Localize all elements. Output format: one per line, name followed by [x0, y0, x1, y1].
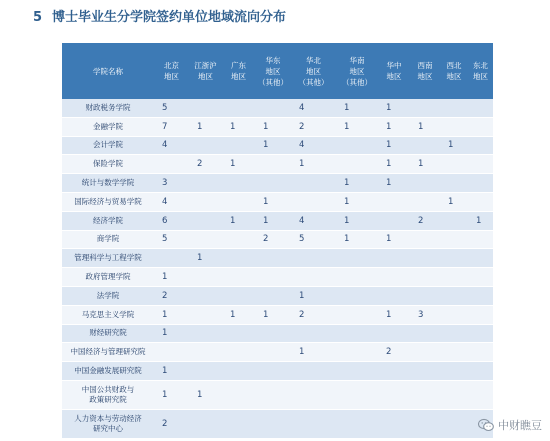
college-name-cell [62, 324, 154, 343]
header-line: 华东 [265, 55, 281, 65]
count-cell [410, 286, 440, 305]
header-line: 江浙沪 [194, 61, 217, 70]
count-cell [410, 380, 440, 409]
college-name-cell [62, 174, 154, 193]
count-cell: 1 [255, 192, 291, 211]
count-cell [440, 380, 468, 409]
column-header-region [255, 43, 291, 99]
count-cell [222, 380, 255, 409]
header-row [62, 43, 493, 99]
count-cell: 1 [336, 211, 378, 230]
table-row [62, 230, 493, 249]
count-cell [378, 286, 410, 305]
count-cell [378, 409, 410, 438]
college-name-cell [62, 286, 154, 305]
count-cell [410, 324, 440, 343]
count-cell [189, 230, 222, 249]
count-cell [189, 409, 222, 438]
count-cell [468, 174, 493, 193]
count-cell [255, 155, 291, 174]
count-cell: 1 [255, 211, 291, 230]
count-cell: 1 [336, 99, 378, 117]
count-cell [468, 249, 493, 268]
header-line: （其他） [342, 77, 372, 87]
count-cell [410, 174, 440, 193]
college-name-cell [62, 99, 154, 117]
count-cell [378, 192, 410, 211]
header-line: 北京 [164, 61, 179, 70]
count-cell: 1 [336, 117, 378, 136]
count-cell: 1 [378, 174, 410, 193]
count-cell [222, 99, 255, 117]
count-cell [440, 249, 468, 268]
wechat-icon [478, 418, 494, 432]
watermark-text: 中财瞧豆 [498, 419, 542, 432]
count-cell: 1 [440, 136, 468, 155]
count-cell [255, 343, 291, 362]
count-cell: 2 [291, 117, 336, 136]
count-cell: 1 [378, 99, 410, 117]
count-cell [222, 192, 255, 211]
header-line: （其他） [258, 77, 288, 87]
table-row [62, 155, 493, 174]
count-cell: 1 [255, 117, 291, 136]
count-cell [440, 409, 468, 438]
count-cell: 2 [154, 409, 189, 438]
count-cell [291, 268, 336, 287]
count-cell: 1 [291, 155, 336, 174]
college-name-line: 法学院 [96, 290, 120, 300]
header-line: 广东 [231, 61, 246, 70]
count-cell: 2 [154, 286, 189, 305]
count-cell: 3 [154, 174, 189, 193]
count-cell [255, 324, 291, 343]
table-header [62, 43, 493, 99]
count-cell [336, 324, 378, 343]
college-name-cell [62, 249, 154, 268]
count-cell: 1 [378, 136, 410, 155]
college-name-line: 财政税务学院 [85, 102, 131, 112]
table-row [62, 249, 493, 268]
college-name-line: 政府管理学院 [85, 272, 131, 282]
count-cell [154, 343, 189, 362]
count-cell [468, 155, 493, 174]
header-line: 西北 [446, 61, 462, 70]
count-cell [291, 409, 336, 438]
count-cell [410, 230, 440, 249]
count-cell [189, 192, 222, 211]
count-cell: 1 [154, 362, 189, 381]
count-cell [189, 324, 222, 343]
count-cell [255, 99, 291, 117]
count-cell [291, 174, 336, 193]
count-cell [440, 324, 468, 343]
count-cell [291, 362, 336, 381]
count-cell [468, 380, 493, 409]
count-cell: 2 [189, 155, 222, 174]
count-cell [378, 380, 410, 409]
count-cell [336, 155, 378, 174]
college-name-line: 保险学院 [93, 159, 123, 169]
count-cell: 4 [291, 136, 336, 155]
table-row [62, 117, 493, 136]
college-name-line: 金融学院 [93, 121, 123, 131]
count-cell [378, 211, 410, 230]
count-cell [336, 249, 378, 268]
count-cell [468, 268, 493, 287]
count-cell [410, 268, 440, 287]
column-header-college [62, 43, 154, 99]
count-cell [222, 409, 255, 438]
count-cell [336, 362, 378, 381]
table-row [62, 305, 493, 324]
college-name-cell [62, 230, 154, 249]
table-row [62, 211, 493, 230]
count-cell [255, 268, 291, 287]
count-cell [468, 286, 493, 305]
count-cell [468, 117, 493, 136]
count-cell: 4 [291, 99, 336, 117]
table-row [62, 380, 493, 409]
header-line: 地区 [473, 72, 488, 81]
header-line: 华北 [306, 55, 321, 65]
count-cell [291, 192, 336, 211]
count-cell: 1 [154, 305, 189, 324]
column-header-region [189, 43, 222, 99]
header-line: （其他） [298, 77, 329, 87]
count-cell [440, 343, 468, 362]
count-cell [189, 362, 222, 381]
college-name-cell [62, 305, 154, 324]
header-line: 华中 [386, 61, 402, 70]
count-cell: 1 [154, 268, 189, 287]
college-name-line: 研究中心 [93, 423, 123, 433]
header-line: 东北 [473, 61, 488, 70]
college-name-cell [62, 192, 154, 211]
count-cell [410, 409, 440, 438]
count-cell: 1 [255, 136, 291, 155]
count-cell: 7 [154, 117, 189, 136]
section-title-text: 博士毕业生分学院签约单位地域流向分布 [52, 10, 287, 25]
college-name-line: 国际经济与贸易学院 [74, 196, 142, 206]
count-cell: 1 [336, 192, 378, 211]
college-name-line: 管理科学与工程学院 [74, 253, 142, 263]
college-name-line: 人力资本与劳动经济 [74, 413, 142, 423]
count-cell [410, 362, 440, 381]
count-cell: 1 [440, 192, 468, 211]
count-cell [222, 174, 255, 193]
column-header-region [378, 43, 410, 99]
count-cell [291, 380, 336, 409]
count-cell [189, 211, 222, 230]
table-row [62, 362, 493, 381]
count-cell [189, 174, 222, 193]
count-cell [154, 155, 189, 174]
college-name-cell [62, 380, 154, 409]
count-cell: 1 [378, 155, 410, 174]
count-cell [222, 324, 255, 343]
count-cell [468, 305, 493, 324]
count-cell: 1 [378, 117, 410, 136]
count-cell: 1 [410, 117, 440, 136]
table-row [62, 343, 493, 362]
count-cell: 1 [378, 230, 410, 249]
count-cell [291, 324, 336, 343]
college-name-line: 经济学院 [93, 215, 123, 225]
section-number: 5 [33, 10, 43, 25]
header-line: 学院名称 [93, 66, 123, 76]
table-body [62, 99, 493, 438]
count-cell [255, 249, 291, 268]
count-cell [336, 409, 378, 438]
count-cell [336, 136, 378, 155]
count-cell [410, 249, 440, 268]
count-cell: 2 [378, 343, 410, 362]
college-name-cell [62, 268, 154, 287]
college-name-line: 中国金融发展研究院 [74, 366, 142, 376]
count-cell [440, 155, 468, 174]
count-cell: 3 [410, 305, 440, 324]
count-cell: 1 [410, 155, 440, 174]
count-cell [468, 192, 493, 211]
header-line: 地区 [306, 66, 321, 76]
college-name-cell [62, 409, 154, 438]
count-cell: 1 [189, 380, 222, 409]
count-cell: 4 [291, 211, 336, 230]
count-cell [222, 362, 255, 381]
table-row [62, 268, 493, 287]
column-header-region [291, 43, 336, 99]
count-cell [255, 409, 291, 438]
count-cell [378, 268, 410, 287]
count-cell [440, 305, 468, 324]
count-cell [189, 305, 222, 324]
count-cell: 1 [291, 286, 336, 305]
table-row [62, 99, 493, 117]
college-name-cell [62, 343, 154, 362]
college-name-line: 财经研究院 [89, 328, 127, 338]
college-name-cell [62, 155, 154, 174]
count-cell [468, 230, 493, 249]
count-cell [378, 249, 410, 268]
count-cell: 1 [154, 324, 189, 343]
table-row [62, 409, 493, 438]
count-cell [468, 324, 493, 343]
count-cell: 1 [222, 305, 255, 324]
count-cell [222, 136, 255, 155]
count-cell [440, 174, 468, 193]
count-cell [440, 362, 468, 381]
table-row [62, 192, 493, 211]
college-name-line: 中国公共财政与 [81, 384, 135, 394]
count-cell: 1 [468, 211, 493, 230]
count-cell [378, 362, 410, 381]
count-cell [410, 343, 440, 362]
header-line: 地区 [198, 72, 213, 81]
count-cell [154, 249, 189, 268]
count-cell: 2 [410, 211, 440, 230]
header-line: 西南 [417, 61, 433, 70]
destination-table-container [62, 43, 493, 439]
count-cell [189, 268, 222, 287]
count-cell: 1 [222, 117, 255, 136]
column-header-region [222, 43, 255, 99]
count-cell: 1 [255, 305, 291, 324]
count-cell [440, 99, 468, 117]
column-header-region [468, 43, 493, 99]
count-cell [440, 286, 468, 305]
count-cell [336, 380, 378, 409]
college-name-cell [62, 211, 154, 230]
count-cell [255, 286, 291, 305]
column-header-region [440, 43, 468, 99]
header-line: 地区 [386, 72, 402, 81]
count-cell [255, 362, 291, 381]
table-row [62, 324, 493, 343]
count-cell [336, 286, 378, 305]
count-cell [468, 362, 493, 381]
count-cell [468, 99, 493, 117]
header-line: 地区 [417, 72, 433, 81]
header-line: 地区 [349, 66, 365, 76]
count-cell [468, 343, 493, 362]
table-row [62, 136, 493, 155]
count-cell: 5 [291, 230, 336, 249]
column-header-region [410, 43, 440, 99]
count-cell [222, 343, 255, 362]
table-row [62, 174, 493, 193]
count-cell: 1 [336, 174, 378, 193]
count-cell: 1 [291, 343, 336, 362]
header-line: 地区 [446, 72, 462, 81]
column-header-region [154, 43, 189, 99]
college-name-line: 统计与数学学院 [81, 178, 135, 188]
count-cell: 1 [189, 249, 222, 268]
destination-table [62, 43, 493, 439]
count-cell: 4 [154, 192, 189, 211]
count-cell [336, 305, 378, 324]
header-line: 地区 [164, 72, 179, 81]
count-cell [378, 324, 410, 343]
count-cell [189, 99, 222, 117]
count-cell [468, 136, 493, 155]
count-cell [255, 380, 291, 409]
section-title [33, 5, 286, 31]
college-name-line: 政策研究院 [89, 394, 127, 404]
count-cell [410, 99, 440, 117]
table-row [62, 286, 493, 305]
count-cell: 5 [154, 99, 189, 117]
count-cell: 1 [189, 117, 222, 136]
count-cell [222, 268, 255, 287]
count-cell [255, 174, 291, 193]
count-cell: 6 [154, 211, 189, 230]
count-cell [189, 343, 222, 362]
count-cell [440, 117, 468, 136]
count-cell [222, 249, 255, 268]
count-cell [336, 268, 378, 287]
count-cell: 5 [154, 230, 189, 249]
college-name-line: 会计学院 [93, 140, 123, 150]
count-cell [410, 192, 440, 211]
count-cell [336, 343, 378, 362]
college-name-cell [62, 136, 154, 155]
count-cell: 2 [291, 305, 336, 324]
count-cell [410, 136, 440, 155]
count-cell [291, 249, 336, 268]
count-cell [222, 230, 255, 249]
college-name-line: 中国经济与管理研究院 [70, 347, 146, 357]
count-cell: 1 [378, 305, 410, 324]
college-name-cell [62, 362, 154, 381]
header-line: 华南 [349, 55, 365, 65]
header-line: 地区 [231, 72, 246, 81]
header-line: 地区 [265, 66, 281, 76]
watermark [478, 417, 542, 433]
count-cell: 2 [255, 230, 291, 249]
college-name-line: 商学院 [96, 234, 120, 244]
count-cell: 4 [154, 136, 189, 155]
count-cell [440, 230, 468, 249]
count-cell [440, 268, 468, 287]
college-name-cell [62, 117, 154, 136]
count-cell: 1 [222, 211, 255, 230]
column-header-region [336, 43, 378, 99]
count-cell: 1 [222, 155, 255, 174]
count-cell: 1 [336, 230, 378, 249]
count-cell [189, 136, 222, 155]
count-cell [189, 286, 222, 305]
count-cell [222, 286, 255, 305]
count-cell: 1 [154, 380, 189, 409]
college-name-line: 马克思主义学院 [81, 309, 135, 319]
count-cell [440, 211, 468, 230]
